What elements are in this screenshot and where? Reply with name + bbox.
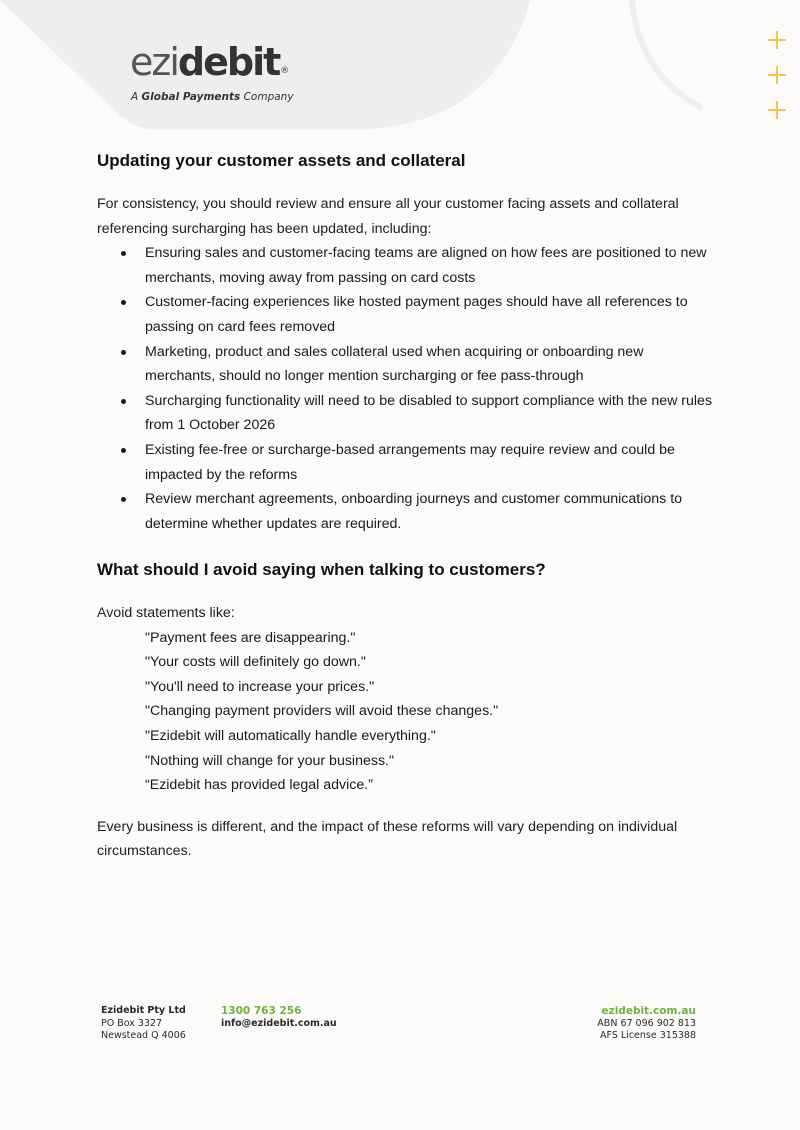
quote-list: [97, 626, 717, 798]
plus-icon: [768, 31, 786, 49]
quote-item: "Ezidebit will automatically handle everything.": [145, 727, 436, 744]
list-item: Customer-facing experiences like hosted payment pages should have all references to passing on card fees removed: [97, 290, 717, 339]
footer-location: Newstead Q 4006: [101, 1030, 186, 1041]
logo-registered-mark: ®: [280, 66, 288, 76]
footer-address: [101, 1005, 186, 1043]
footer-website-link[interactable]: ezidebit.com.au: [601, 1005, 696, 1017]
plus-icon: [768, 101, 786, 119]
header-background-shape: [0, 0, 800, 140]
list-item: Marketing, product and sales collateral used when acquiring or onboarding new merchants, should no longer mention surcharging or fee pass-through: [97, 340, 717, 389]
section-heading: What should I avoid saying when talking to customers?: [97, 560, 546, 579]
list-item: Existing fee-free or surcharge-based arrangements may require review and could be impacted by the reforms: [97, 438, 717, 487]
footer-po-box: PO Box 3327: [101, 1017, 163, 1029]
footer-afs-license: AFS License 315388: [600, 1030, 696, 1041]
section-customer-assets: [97, 151, 717, 536]
quote-item: "Payment fees are disappearing.": [145, 629, 356, 646]
quote-item: "Your costs will definitely go down.": [145, 654, 366, 671]
quote-item: "Nothing will change for your business.": [145, 752, 395, 769]
footer-phone[interactable]: 1300 763 256: [221, 1005, 302, 1017]
bullet-list: [97, 241, 717, 536]
section-heading: Updating your customer assets and collateral: [97, 151, 466, 170]
footer-contact: [221, 1005, 337, 1030]
quote-item: "Changing payment providers will avoid these changes.": [145, 703, 499, 720]
list-item: Surcharging functionality will need to be disabled to support compliance with the new rules from 1 October 2026: [97, 389, 717, 438]
quote-item: “Ezidebit has provided legal advice.”: [145, 777, 373, 794]
section-intro: For consistency, you should review and ensure all your customer facing assets and collateral referencing surcharging has been updated, including:: [97, 196, 679, 237]
list-item: Ensuring sales and customer-facing teams are aligned on how fees are positioned to new merchants, moving away from passing on card costs: [97, 241, 717, 290]
section-avoid-saying: [97, 560, 717, 864]
ezidebit-logo: [130, 42, 294, 103]
list-item: Review merchant agreements, onboarding journeys and customer communications to determine whether updates are required.: [97, 487, 717, 536]
logo-text-bold: debit: [177, 40, 280, 84]
footer-abn: ABN 67 096 902 813: [597, 1017, 696, 1029]
closing-paragraph: Every business is different, and the impact of these reforms will vary depending on individual circumstances.: [97, 818, 678, 860]
footer-company: Ezidebit Pty Ltd: [101, 1005, 186, 1016]
logo-tagline: A Global Payments Company: [131, 91, 294, 103]
plus-icon: [768, 66, 786, 84]
logo-text-light: ezi: [130, 40, 178, 84]
quote-item: "You'll need to increase your prices.": [145, 678, 375, 695]
section-intro: Avoid statements like:: [97, 605, 235, 621]
footer-email-link[interactable]: info@ezidebit.com.au: [221, 1017, 337, 1029]
footer-legal: [597, 1005, 696, 1043]
